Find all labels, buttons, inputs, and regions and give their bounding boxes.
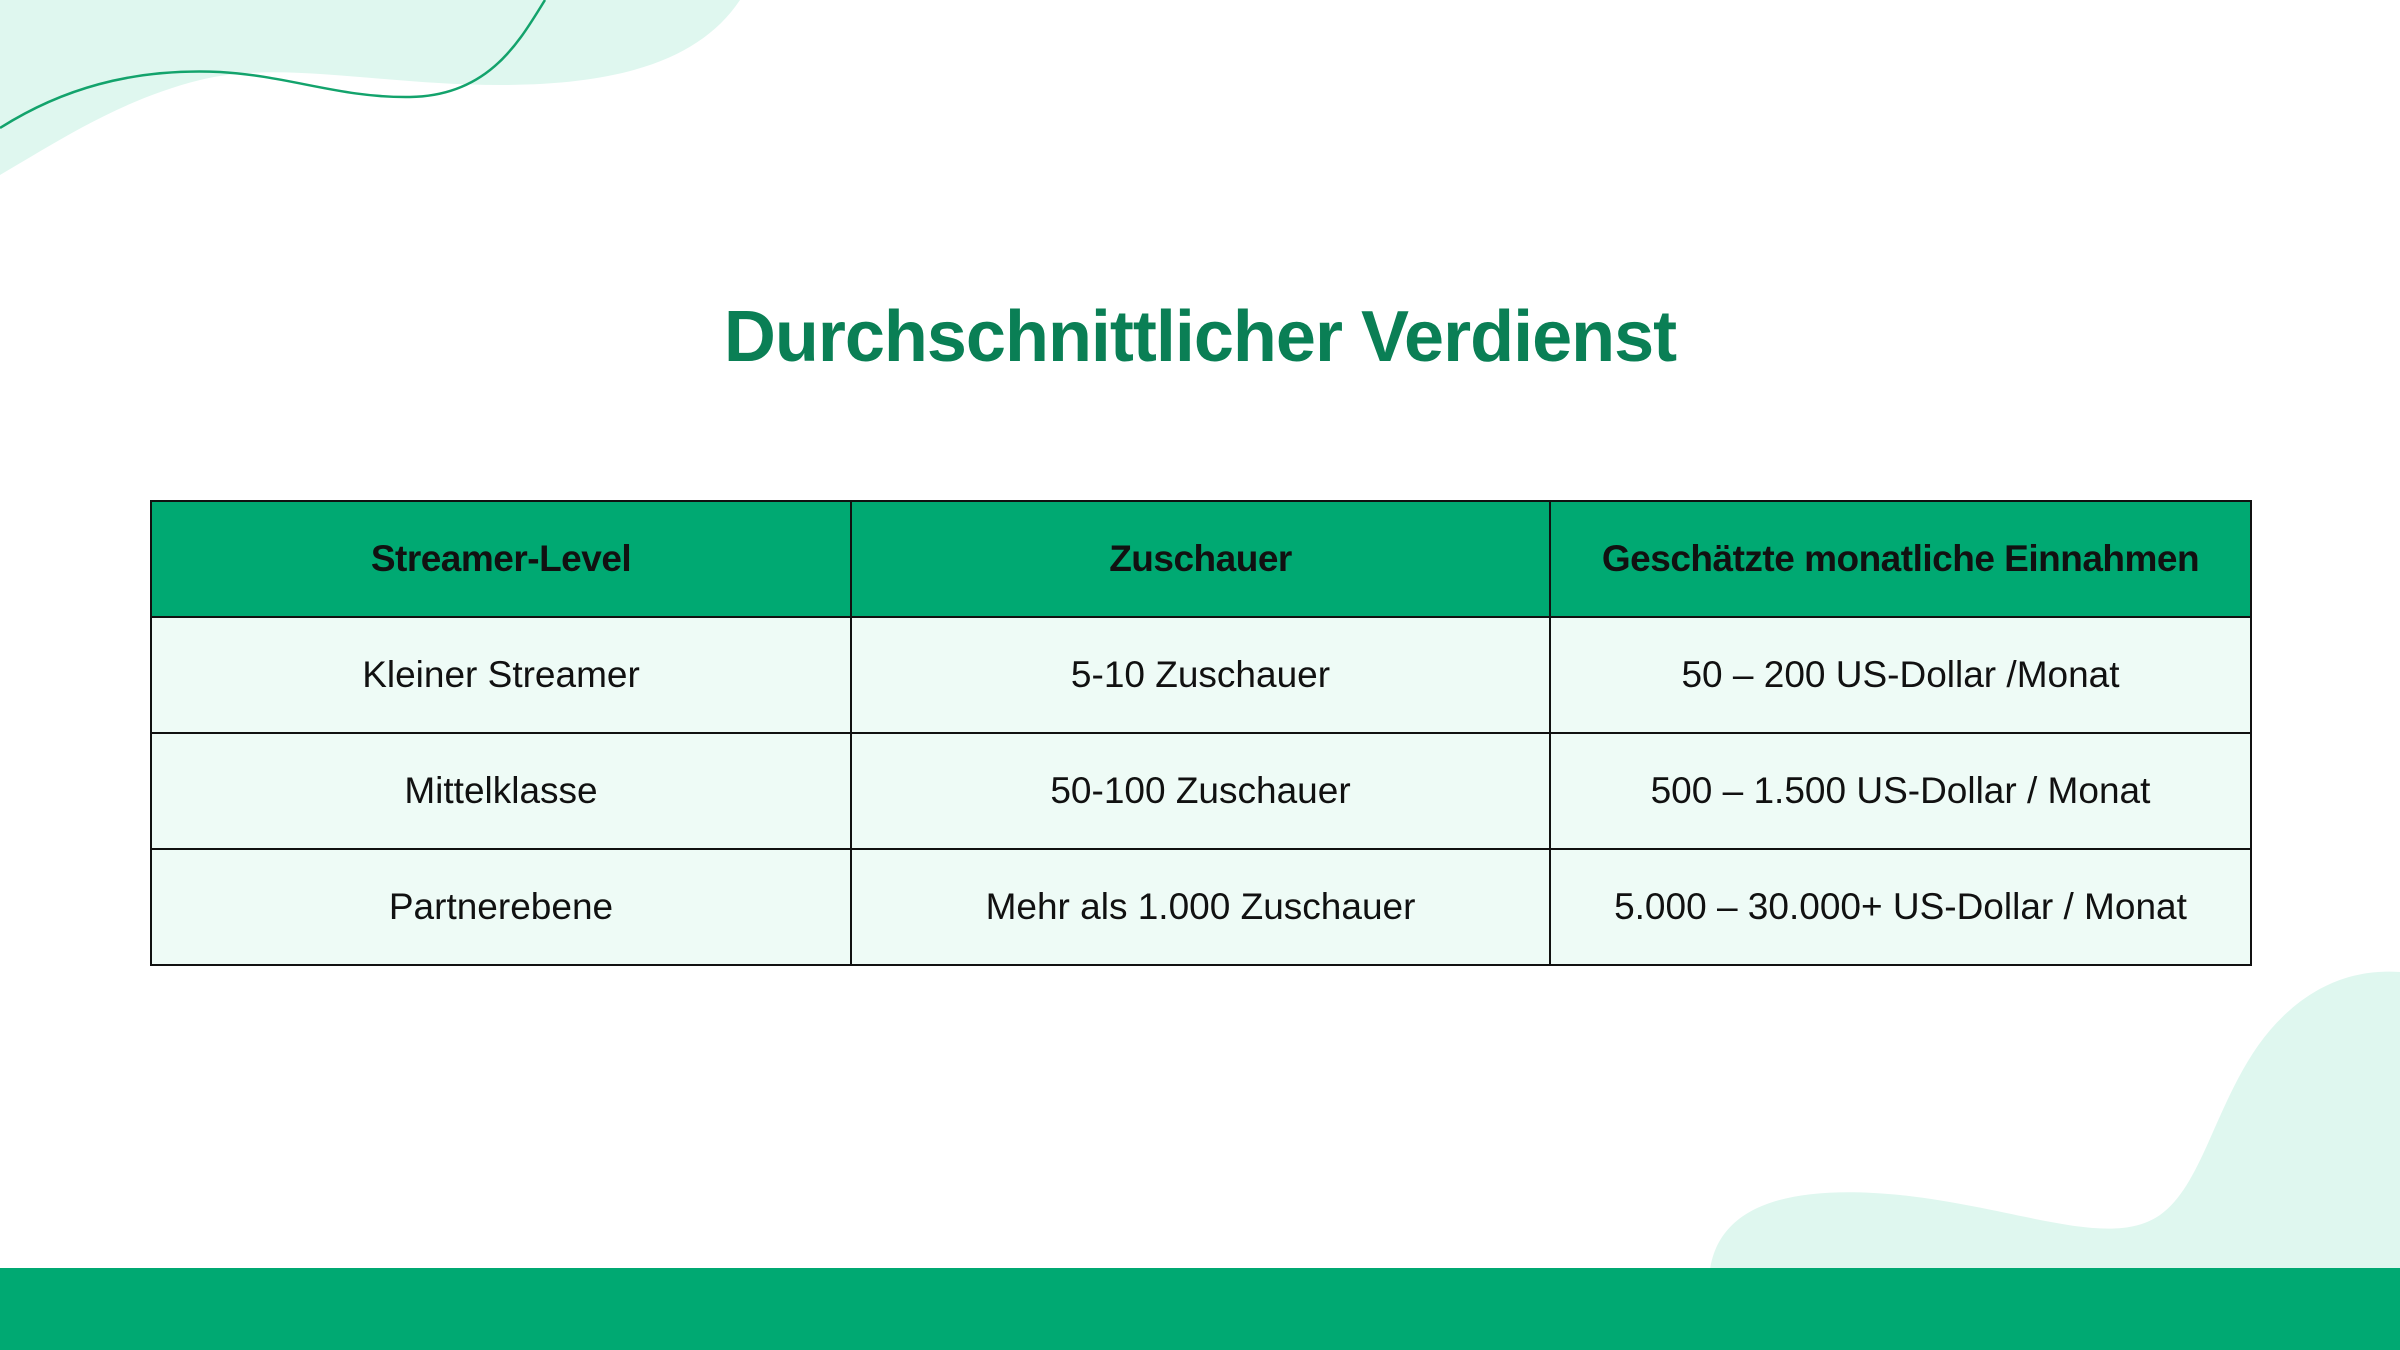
column-header-viewers: Zuschauer bbox=[851, 501, 1550, 617]
earnings-table bbox=[150, 500, 2252, 966]
table-header-row bbox=[151, 501, 2251, 617]
cell-viewers: 50-100 Zuschauer bbox=[851, 733, 1550, 849]
cell-viewers: 5-10 Zuschauer bbox=[851, 617, 1550, 733]
cell-streamer-level: Mittelklasse bbox=[151, 733, 851, 849]
table-row bbox=[151, 849, 2251, 965]
cell-streamer-level: Partnerebene bbox=[151, 849, 851, 965]
cell-streamer-level: Kleiner Streamer bbox=[151, 617, 851, 733]
cell-monthly-earnings: 500 – 1.500 US-Dollar / Monat bbox=[1550, 733, 2251, 849]
column-header-streamer-level: Streamer-Level bbox=[151, 501, 851, 617]
bottom-right-blob bbox=[1710, 972, 2400, 1270]
top-left-blob bbox=[0, 0, 740, 175]
column-header-monthly-earnings: Geschätzte monatliche Einnahmen bbox=[1550, 501, 2251, 617]
table-row bbox=[151, 733, 2251, 849]
top-left-curve-line bbox=[0, 0, 545, 128]
footer-bar bbox=[0, 1268, 2400, 1350]
cell-monthly-earnings: 50 – 200 US-Dollar /Monat bbox=[1550, 617, 2251, 733]
page-title: Durchschnittlicher Verdienst bbox=[723, 297, 1677, 377]
table-row bbox=[151, 617, 2251, 733]
cell-viewers: Mehr als 1.000 Zuschauer bbox=[851, 849, 1550, 965]
cell-monthly-earnings: 5.000 – 30.000+ US-Dollar / Monat bbox=[1550, 849, 2251, 965]
